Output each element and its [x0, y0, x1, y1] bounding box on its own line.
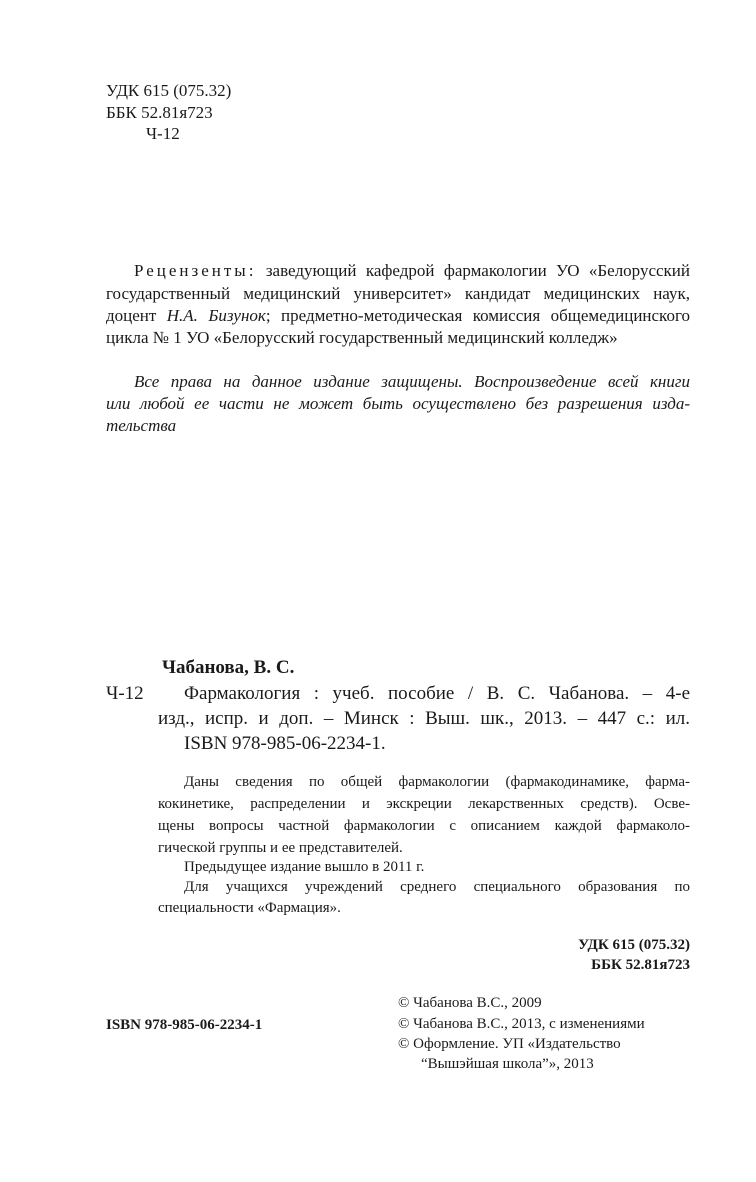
bbk-footer: ББК 52.81я723	[591, 957, 690, 973]
rights-line-2: или любой ее части не может быть осуществлено без разрешения изда-	[106, 394, 690, 413]
bib-author: Чабанова, В. С.	[162, 657, 295, 678]
reviewers-line-1	[134, 260, 690, 282]
annotation-line-1: Даны сведения по общей фармакологии (фармакодинамике, фарма-	[184, 774, 690, 790]
annotation-line-4: гической группы и ее представителей.	[158, 840, 403, 856]
annotation-line-6: Для учащихся учреждений среднего специального образования по	[184, 879, 690, 895]
annotation-line-7: специальности «Фармация».	[158, 900, 341, 916]
copyright-3-cont: “Вышэйшая школа”», 2013	[421, 1056, 594, 1072]
rights-line-1: Все права на данное издание защищены. Воспроизведение всей книги	[134, 372, 690, 391]
copyright-2: © Чабанова В.С., 2013, с изменениями	[398, 1016, 645, 1032]
udk-footer: УДК 615 (075.32)	[578, 937, 690, 953]
author-mark-header: Ч-12	[146, 124, 180, 143]
reviewers-line-3-pre: доцент	[106, 306, 167, 325]
reviewers-text-1: заведующий кафедрой фармакологии УО «Белорусский	[265, 261, 690, 280]
bib-line-2: изд., испр. и доп. – Минск : Выш. шк., 2013. – 447 с.: ил.	[158, 708, 690, 729]
isbn-footer: ISBN 978-985-06-2234-1	[106, 1017, 263, 1033]
annotation-line-2: кокинетике, распределении и экскреции лекарственных средств). Осве-	[158, 796, 690, 812]
udk-header: УДК 615 (075.32)	[106, 81, 232, 100]
bib-mark: Ч-12	[106, 683, 144, 704]
reviewers-line-3	[106, 305, 690, 327]
annotation-line-3: щены вопросы частной фармакологии с описанием каждой фармаколо-	[158, 818, 690, 834]
rights-line-3: тельства	[106, 416, 177, 435]
copyright-3: © Оформление. УП «Издательство	[398, 1036, 621, 1052]
reviewers-line-2: государственный медицинский университет» кандидат медицинских наук,	[106, 284, 690, 303]
annotation-line-5: Предыдущее издание вышло в 2011 г.	[184, 859, 425, 875]
copyright-1: © Чабанова В.С., 2009	[398, 995, 542, 1011]
bib-line-1: Фармакология : учеб. пособие / В. С. Чабанова. – 4-е	[184, 683, 690, 704]
reviewers-line-3-post: ; предметно-методическая комиссия общемедицинского	[265, 306, 691, 325]
bib-isbn: ISBN 978-985-06-2234-1.	[184, 733, 386, 754]
reviewer-name: Н.А. Бизунок	[166, 306, 266, 325]
bbk-header: ББК 52.81я723	[106, 103, 213, 122]
reviewers-line-4: цикла № 1 УО «Белорусский государственный медицинский колледж»	[106, 328, 618, 347]
reviewers-label: Рецензенты:	[134, 261, 257, 280]
